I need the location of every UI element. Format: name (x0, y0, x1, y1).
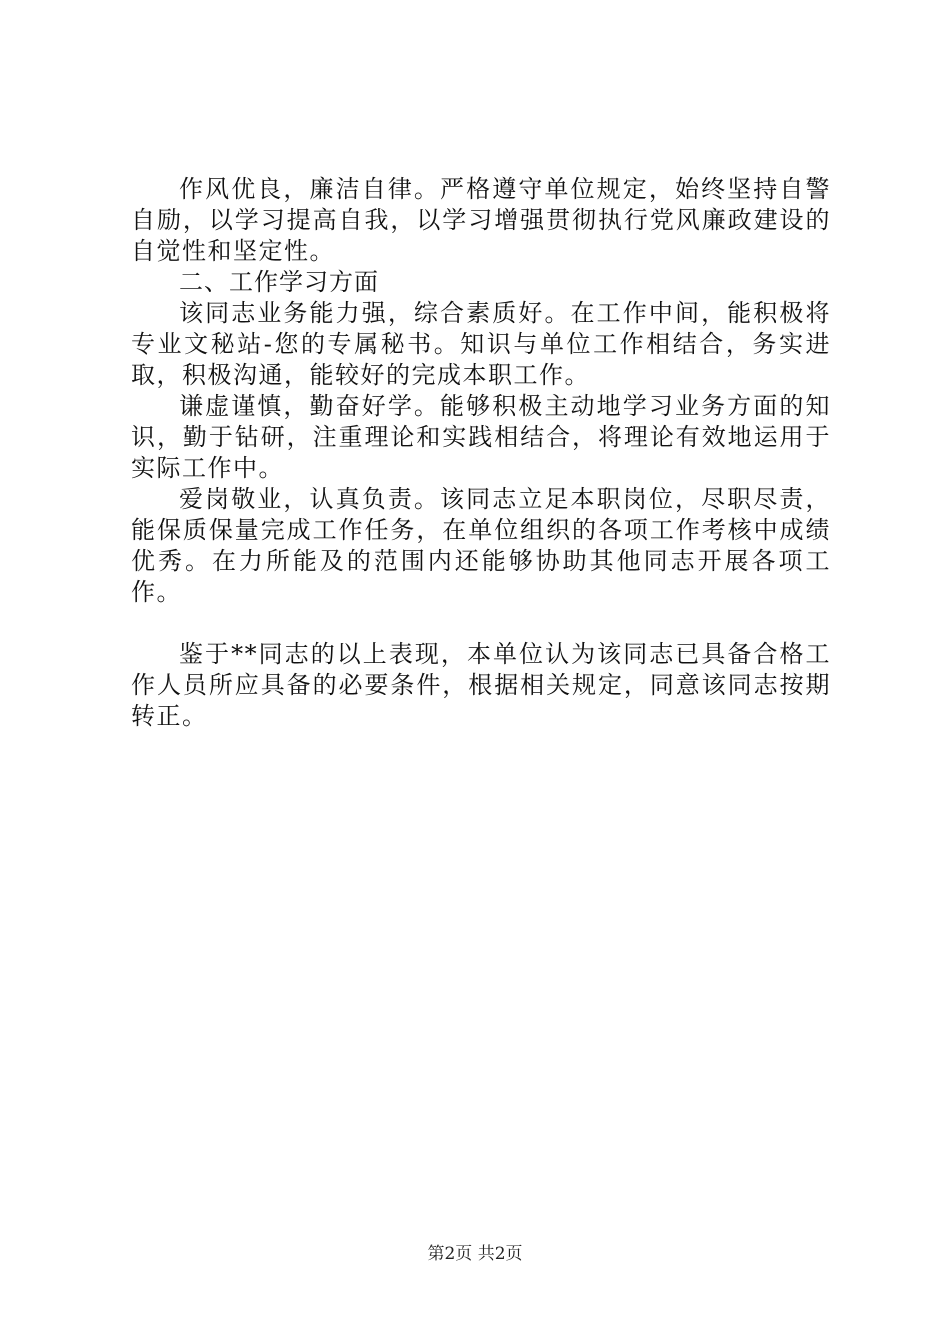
paragraph-ability: 该同志业务能力强，综合素质好。在工作中间，能积极将专业文秘站-您的专属秘书。知识与单位工作相结合，务实进取，积极沟通，能较好的完成本职工作。 (131, 299, 831, 389)
paragraph-spacer (131, 608, 831, 639)
section-heading-work-study: 二、工作学习方面 (179, 268, 379, 296)
paragraph-diligence: 谦虚谨慎，勤奋好学。能够积极主动地学习业务方面的知识，勤于钻研，注重理论和实践相结合，将理论有效地运用于实际工作中。 (131, 392, 831, 482)
document-body (131, 174, 831, 732)
page-number-footer: 第2页 共2页 (427, 1244, 523, 1264)
paragraph-integrity: 作风优良，廉洁自律。严格遵守单位规定，始终坚持自警自励，以学习提高自我，以学习增强贯彻执行党风廉政建设的自觉性和坚定性。 (131, 175, 831, 265)
paragraph-dedication: 爱岗敬业，认真负责。该同志立足本职岗位，尽职尽责，能保质保量完成工作任务，在单位组织的各项工作考核中成绩优秀。在力所能及的范围内还能够协助其他同志开展各项工作。 (131, 485, 831, 606)
paragraph-conclusion: 鉴于**同志的以上表现，本单位认为该同志已具备合格工作人员所应具备的必要条件，根据相关规定，同意该同志按期转正。 (131, 640, 831, 730)
